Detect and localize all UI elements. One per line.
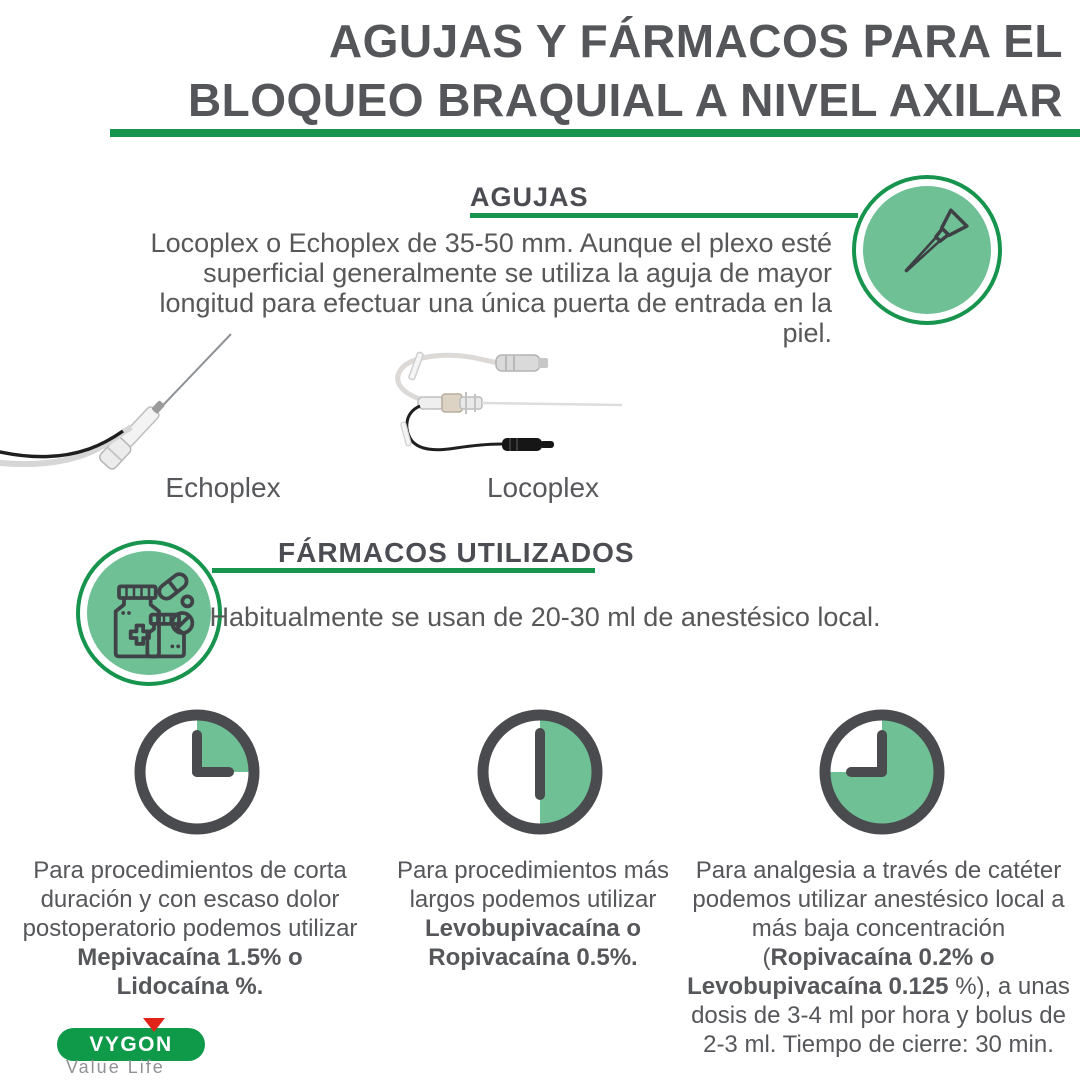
section-heading-agujas: AGUJAS	[470, 182, 589, 212]
clock-quarter-icon	[132, 707, 262, 837]
syringe-needle-icon	[863, 186, 991, 314]
section-heading-farmacos: FÁRMACOS UTILIZADOS	[278, 537, 635, 568]
logo-tagline: Value Life	[66, 1057, 165, 1077]
logo-red-triangle-icon	[143, 1018, 165, 1032]
echoplex-needle-image	[0, 330, 315, 470]
clock-half-icon	[475, 707, 605, 837]
agujas-underline	[470, 213, 858, 218]
vygon-logo-text: VYGON	[89, 1032, 173, 1056]
page-title-line2: BLOQUEO BRAQUIAL A NIVEL AXILAR	[187, 74, 1063, 126]
needle-badge	[852, 175, 1002, 325]
clock-three-quarter-icon	[817, 707, 947, 837]
locoplex-needle-image	[380, 342, 710, 467]
page-title	[0, 12, 1063, 130]
locoplex-caption: Locoplex	[486, 472, 600, 503]
duration-text-short: Para procedimientos de corta duración y con escaso dolor postoperatorio podemos utilizar Mepivacaína 1.5% o Lidocaína %.	[22, 857, 358, 1000]
duration-text-catheter: Para analgesia a través de catéter podemos utilizar anestésico local a más baja concentración (Ropivacaína 0.2% o Levobupivacaína 0.125 %), a unas dosis de 3-4 ml por hora y bolus de 2-3 ml. Tiempo de cierre: 30 min.	[687, 857, 1070, 1058]
duration-text-long: Para procedimientos más largos podemos utilizar Levobupivacaína o Ropivacaína 0.5%.	[396, 857, 670, 971]
page-title-line1: AGUJAS Y FÁRMACOS PARA EL	[328, 15, 1063, 67]
echoplex-caption: Echoplex	[165, 472, 281, 503]
farmacos-paragraph: Habitualmente se usan de 20-30 ml de anestésico local.	[209, 602, 881, 632]
title-underline	[110, 129, 1080, 137]
agujas-paragraph: Locoplex o Echoplex de 35-50 mm. Aunque el plexo esté superficial generalmente se utiliza la aguja de mayor longitud para efectuar una única puerta de entrada en la piel.	[150, 228, 832, 348]
farmacos-underline	[212, 568, 595, 573]
